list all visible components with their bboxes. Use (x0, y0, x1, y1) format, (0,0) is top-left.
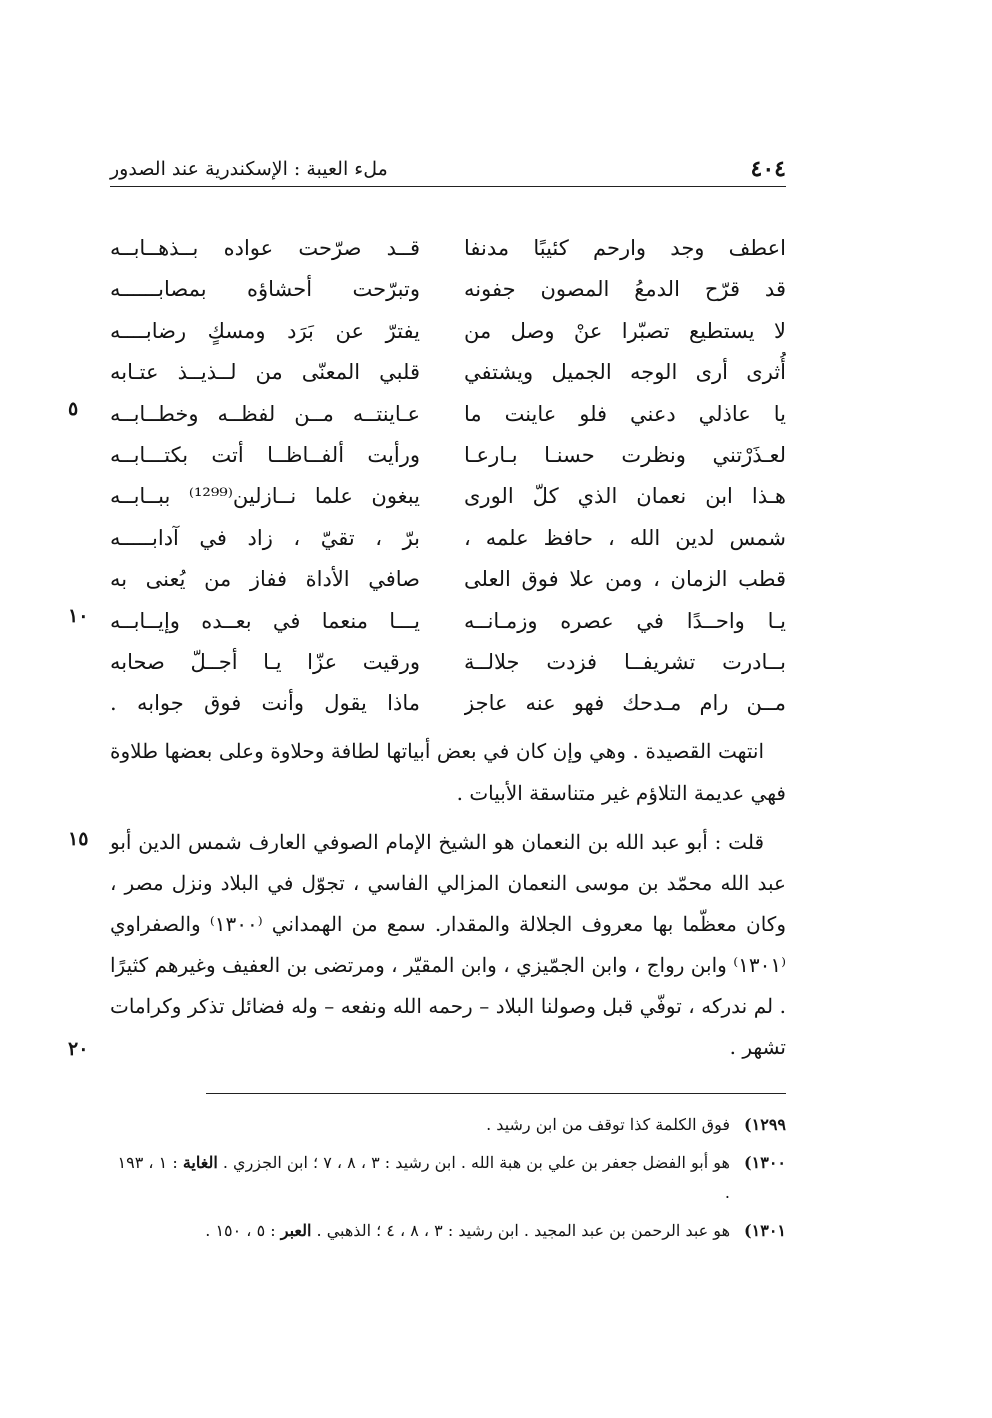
closing-remark (110, 730, 786, 814)
hemistich-first: لا يستطيع تصبّرا عنْ وصل من (464, 318, 786, 343)
footnote (110, 1110, 786, 1140)
running-head (110, 150, 786, 184)
hemistich-second: ورأيت ألفــاظــا أتت بكتـــابــه (110, 442, 420, 467)
hemistich-second: قــد صرّحت عواده بــذهــابــه (110, 236, 420, 260)
line-number-20: ٢٠ (68, 1038, 89, 1060)
biography (110, 822, 786, 1068)
footnote-source-title: العبر (280, 1221, 312, 1240)
line-number-10: ١٠ (68, 605, 89, 627)
poem-line (110, 601, 786, 642)
hemistich-second: يبغون علما نــازلين⁽¹²⁹⁹⁾ ببــابــه (110, 484, 420, 509)
poem-line (110, 228, 786, 269)
hemistich-second: وتبرّحت أحشاؤه بمصابــــــه (110, 277, 420, 302)
hemistich-second: صافي الأداة ففاز من يُعنى به (110, 567, 420, 592)
footnote-body: هو أبو الفضل جعفر بن علي بن هبة الله . ابن رشيد : ٣ ، ٨ ، ٧ ؛ ابن الجزري . (222, 1153, 730, 1172)
footnotes (110, 1110, 786, 1246)
poem-line (110, 435, 786, 476)
hemistich-second: ورقيت عزّا يـا أجــلّ صحابه (110, 649, 420, 674)
page-number: ٤٠٤ (750, 156, 786, 182)
hemistich-second: ماذا يقول وأنت فوق جوابه . (110, 691, 420, 716)
poem-line (110, 559, 786, 600)
footnote-text (110, 1148, 730, 1208)
poem-line (110, 642, 786, 683)
hemistich-second: يـــا منعما في بعــده وإيــابــه (110, 608, 420, 633)
footnote-source-title: الغاية (182, 1153, 218, 1172)
poem-line (110, 352, 786, 393)
hemistich-first: لعـذَرْتني ونظرت حسنـا بـارعـا (464, 442, 786, 467)
footnote-reference: : ١ ، ١٩٣ . (117, 1153, 730, 1202)
line-number-15: ١٥ (68, 828, 89, 850)
footnote (110, 1148, 786, 1208)
poem-line (110, 518, 786, 559)
poem-line (110, 683, 786, 724)
footnote-reference: : ٥ ، ١٥٠ . (205, 1221, 276, 1240)
hemistich-first: مــن رام مـدحك فهو عنه عاجز (464, 691, 786, 716)
running-title: ملء العيبة : الإسكندرية عند الصدور (110, 158, 388, 180)
hemistich-first: شمس لدين الله ، حافظ علمه ، (464, 525, 786, 550)
poem-line (110, 394, 786, 435)
closing-paragraph: انتهت القصيدة . وهي وإن كان في بعض أبياتها لطافة وحلاوة وعلى بعضها طلاوة فهي عديمة التلاؤم غير متناسقة الأبيات . (110, 739, 786, 805)
hemistich-first: يا عاذلي دعني فلو عاينت ما (464, 401, 786, 426)
line-number-5: ٥ (68, 398, 79, 420)
footnote-number: ١٣٠٠) (744, 1153, 786, 1172)
hemistich-second: برّ ، تقيّ ، زاد في آدابـــــه (110, 525, 420, 550)
hemistich-second: عـاينتــه مــن لفظــه وخطــابــه (110, 401, 420, 426)
hemistich-first: قطب الزمان ، ومن علا فوق العلى (464, 567, 786, 592)
footnote-body: هو عبد الرحمن بن عبد المجيد . ابن رشيد : ٣ ، ٨ ، ٤ ؛ الذهبي . (316, 1221, 730, 1240)
hemistich-first: أُثرى أرى الوجه الجميل ويشتفي (464, 360, 786, 385)
hemistich-first: بــادرت تشريفــا فزدت جلالــة (464, 649, 786, 674)
footnote-text (110, 1216, 730, 1246)
poem-line (110, 269, 786, 310)
footnote (110, 1216, 786, 1246)
hemistich-second: يفترّ عن بَرَد ومسكٍ رضابــــه (110, 318, 420, 343)
poem-line (110, 476, 786, 517)
hemistich-first: هـذا ابن نعمان الذي كلّ الورى (464, 484, 786, 509)
hemistich-first: قد قرّح الدمعُ المصون جفونه (464, 277, 786, 302)
hemistich-first: اعطف وجد وارحم كئيبًا مدنفا (464, 236, 786, 260)
footnote-rule (206, 1093, 786, 1094)
hemistich-first: يـا واحــدًا في عصره وزمـانــه (464, 608, 786, 633)
footnote-text: فوق الكلمة كذا توقف من ابن رشيد . (486, 1115, 730, 1134)
header-rule (110, 186, 786, 187)
footnote-number: ١٢٩٩) (744, 1115, 786, 1134)
poem-line (110, 311, 786, 352)
hemistich-second: قلبي المعنّى من لــذيــذ عتـابه (110, 360, 420, 385)
biography-paragraph: قلت : أبو عبد الله بن النعمان هو الشيخ الإمام الصوفي العارف شمس الدين أبو عبد الله محمّد بن موسى النعمان المزالي الفاسي ، تجوّل في البلاد ونزل مصر ، وكان معظّما بها معروف الجلالة والمقدار. سمع من الهمداني ⁽١٣٠٠⁾ والصفراوي ⁽١٣٠١⁾ وابن رواج ، وابن الجمّيزي ، وابن المقيّر ، ومرتضى بن العفيف وغيرهم كثيرًا . لم ندركه ، توفّي قبل وصولنا البلاد – رحمه الله ونفعه – وله فضائل تذكر وكرامات تشهر . (110, 830, 786, 1059)
footnote-number: ١٣٠١) (744, 1221, 786, 1240)
poem (110, 228, 786, 725)
